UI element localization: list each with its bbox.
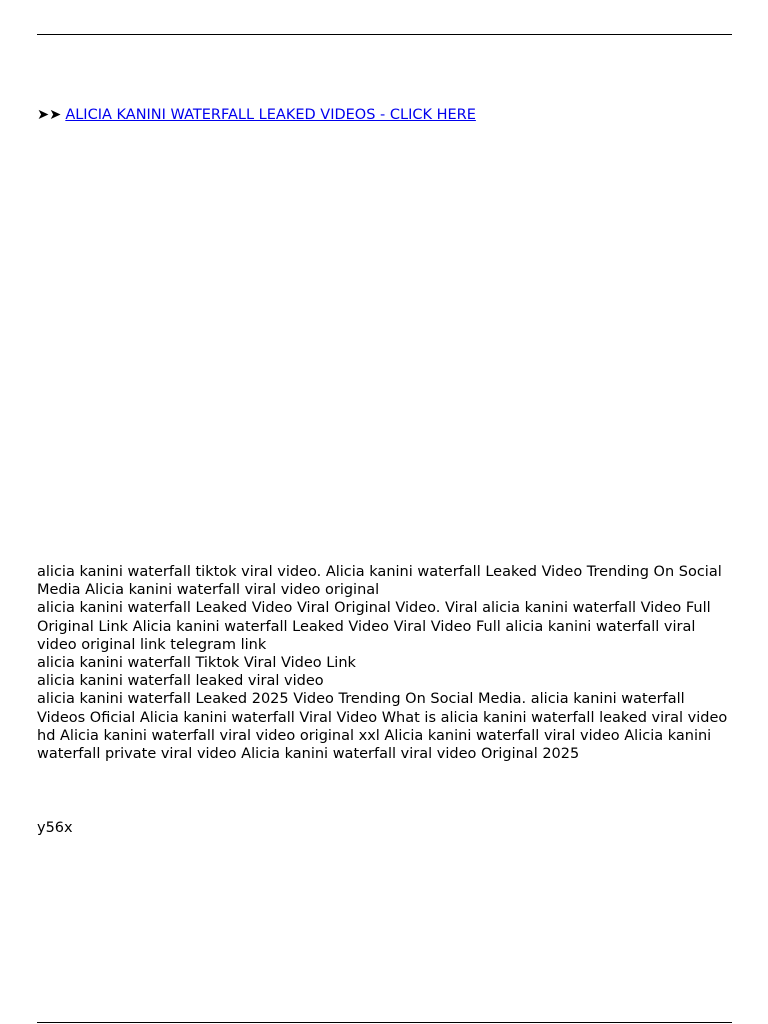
code-text: y56x [37,820,73,836]
paragraph-5: alicia kanini waterfall Leaked 2025 Video Trending On Social Media. alicia kanini waterfall Videos Oficial Alicia kanini waterfall Viral Video What is alicia kanini waterfall leaked viral video hd Alicia kanini waterfall viral video original xxl Alicia kanini waterfall viral video Alicia kanini waterfall private viral video Alicia kanini waterfall viral video Original 2025 [37,691,728,763]
top-rule [37,34,732,35]
link-line [37,106,476,124]
paragraph-2: alicia kanini waterfall Leaked Video Viral Original Video. Viral alicia kanini waterfall Video Full Original Link Alicia kanini waterfall Leaked Video Viral Video Full alicia kanini waterfall viral video original link telegram link [37,600,711,653]
bottom-rule [37,1022,732,1023]
body-text [37,563,737,763]
arrow-icon: ➤➤ [37,107,62,123]
paragraph-3: alicia kanini waterfall Tiktok Viral Video Link [37,655,356,672]
paragraph-4: alicia kanini waterfall leaked viral video [37,673,324,690]
click-here-link[interactable]: ALICIA KANINI WATERFALL LEAKED VIDEOS - CLICK HERE [65,107,476,123]
paragraph-1: alicia kanini waterfall tiktok viral video. Alicia kanini waterfall Leaked Video Trending On Social Media Alicia kanini waterfall viral video original [37,564,722,599]
